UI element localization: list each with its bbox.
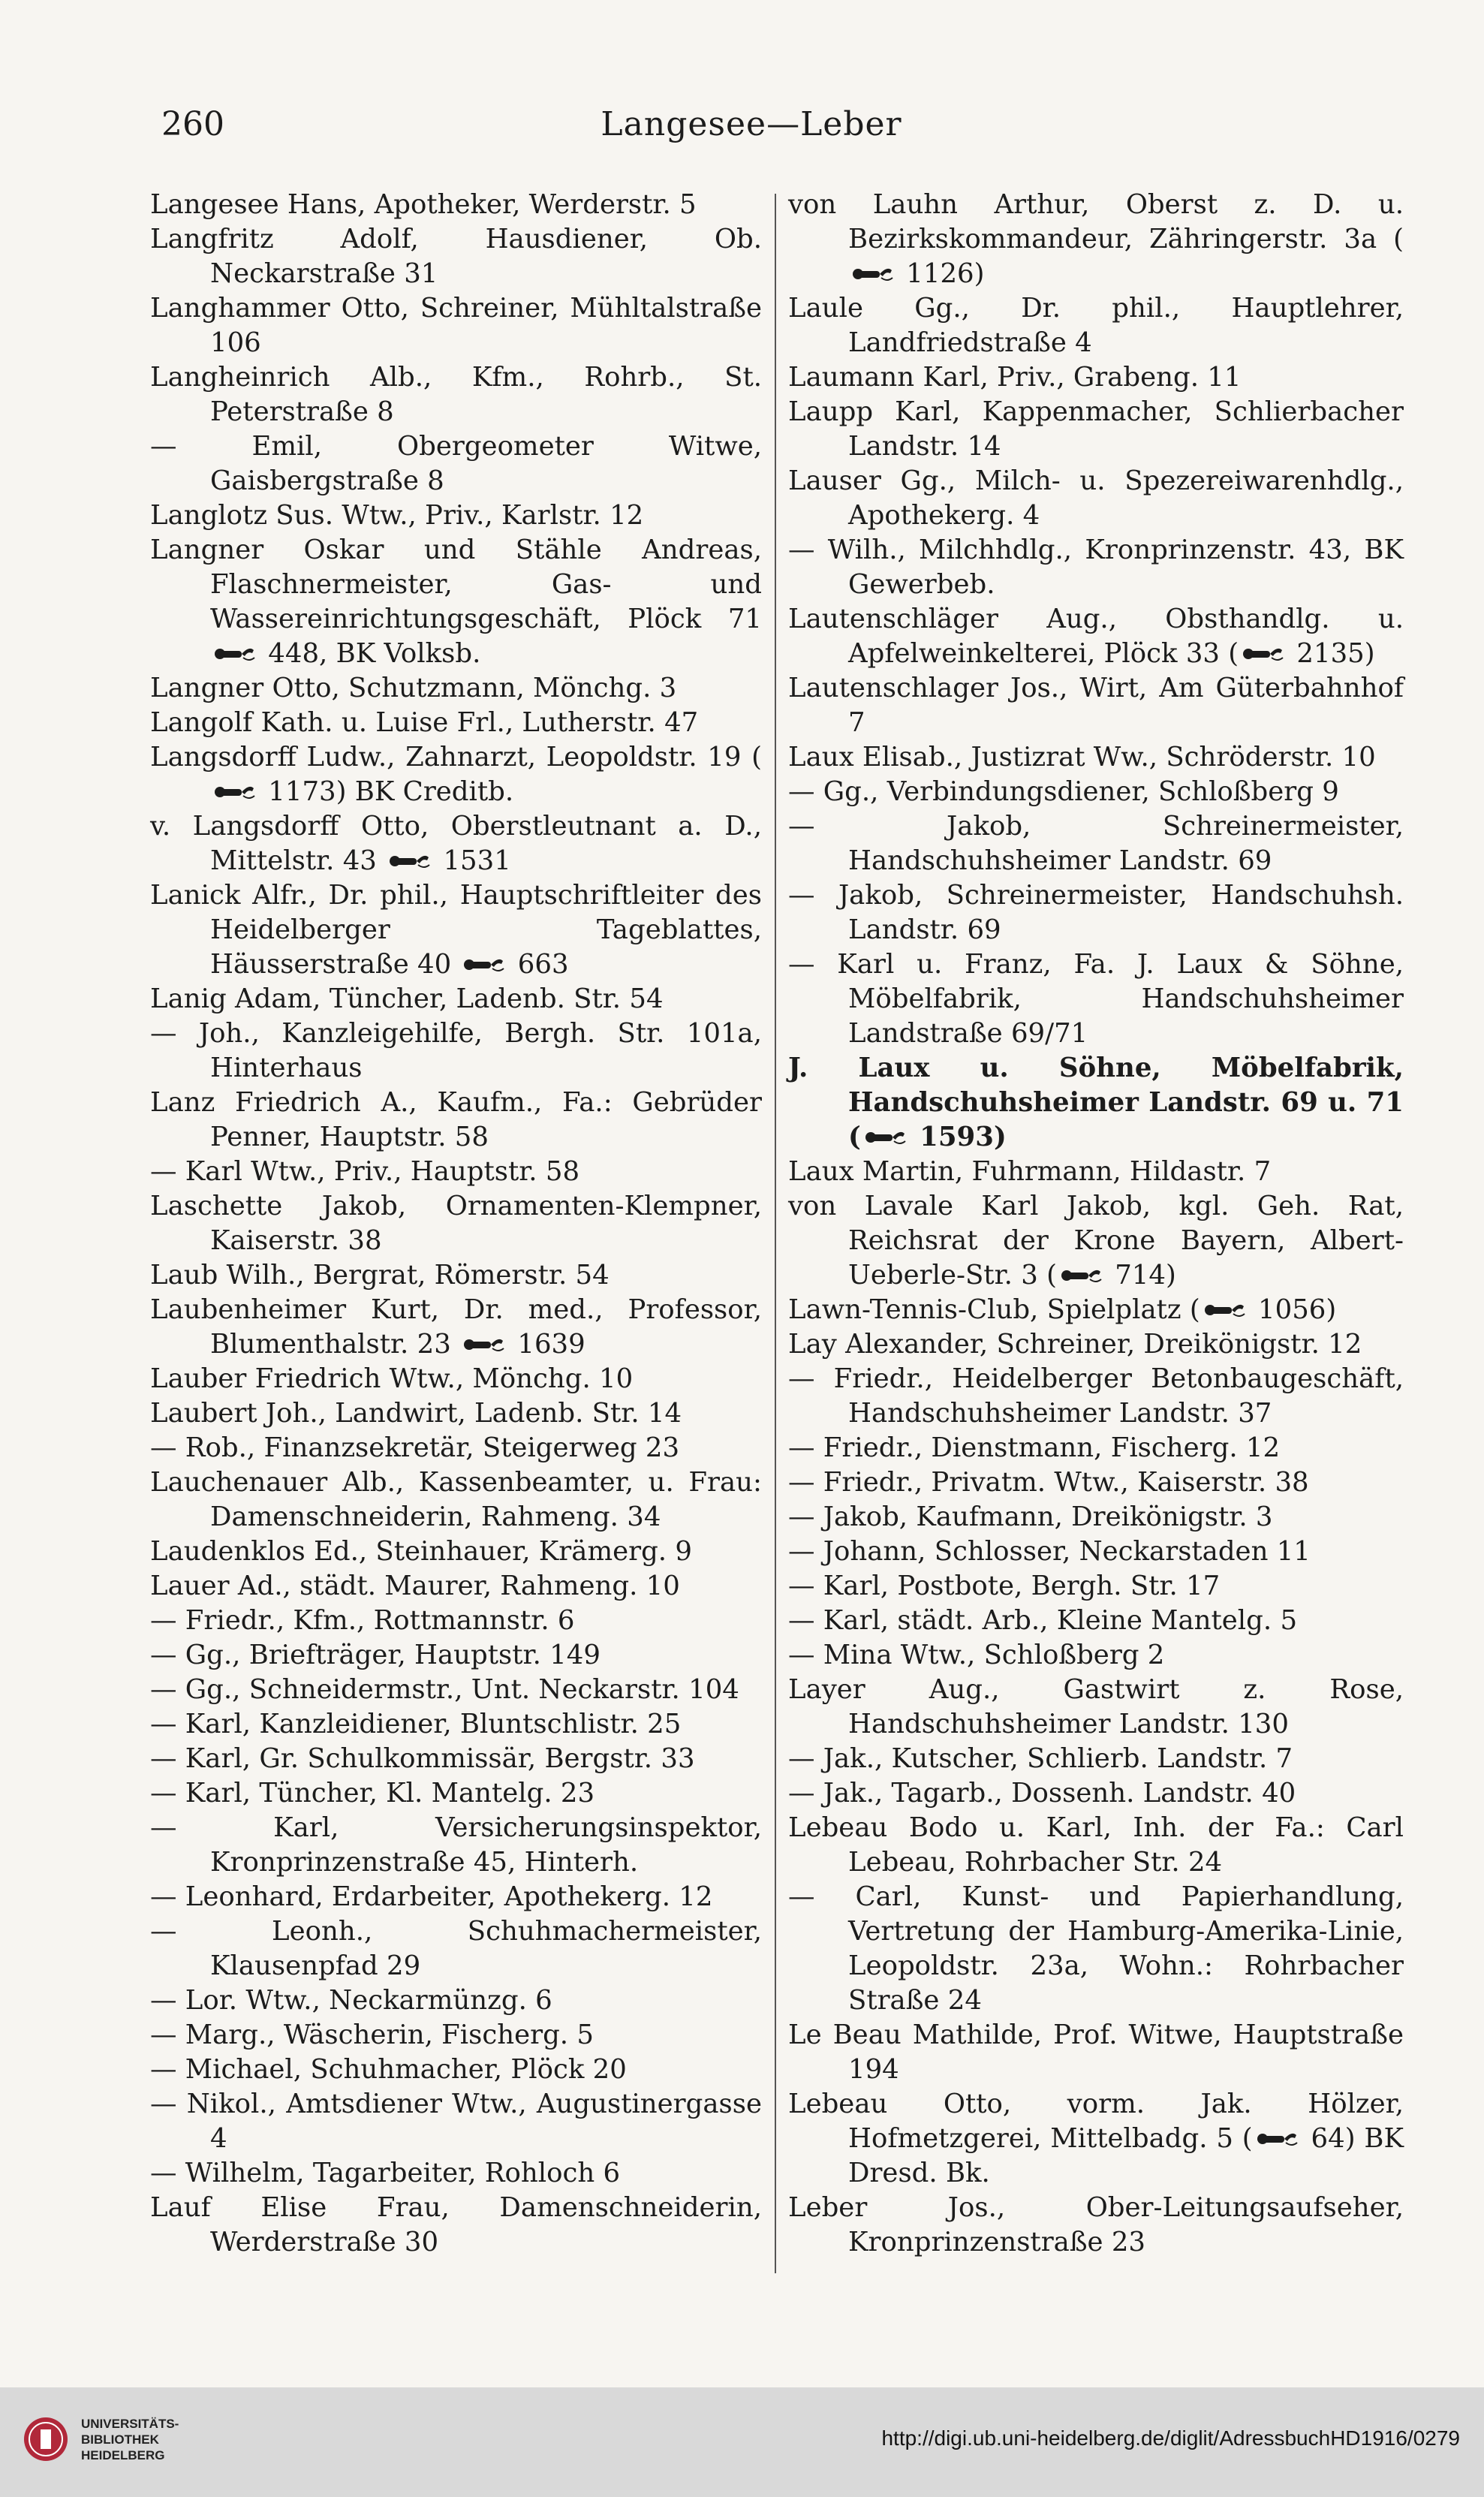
directory-entry: — Friedr., Dienstmann, Fischerg. 12 [788, 1432, 1281, 1463]
directory-entry: Laupp Karl, Kappenmacher, Schlierbacher Landstr. 14 [788, 396, 1404, 462]
directory-entry: Layer Aug., Gastwirt z. Rose, Handschuhsheimer Landstr. 130 [788, 1674, 1404, 1739]
directory-entry: — Johann, Schlosser, Neckarstaden 11 [788, 1536, 1311, 1567]
telephone-icon [462, 1335, 506, 1354]
directory-entry: Laubenheimer Kurt, Dr. med., Professor, Blumenthalstr. 23 1639 [150, 1294, 762, 1360]
directory-entry: von Lavale Karl Jakob, kgl. Geh. Rat, Reichsrat der Krone Bayern, Albert-Ueberle-Str. 3 ( 714) [788, 1191, 1404, 1291]
directory-entry: — Mina Wtw., Schloßberg 2 [788, 1640, 1165, 1670]
directory-entry: — Karl, städt. Arb., Kleine Mantelg. 5 [788, 1605, 1298, 1636]
right-column [788, 188, 1404, 2290]
directory-entry: — Rob., Finanzsekretär, Steigerweg 23 [150, 1432, 680, 1463]
directory-entry: Lautenschläger Aug., Obsthandlg. u. Apfelweinkelterei, Plöck 33 ( 2135) [788, 604, 1404, 669]
running-title: Langesee—Leber [601, 105, 902, 143]
telephone-icon [462, 955, 506, 974]
directory-entry: — Karl, Tüncher, Kl. Mantelg. 23 [150, 1778, 595, 1809]
directory-entry: Laumann Karl, Priv., Grabeng. 11 [788, 362, 1242, 393]
directory-entry: — Jak., Kutscher, Schlierb. Landstr. 7 [788, 1743, 1293, 1774]
directory-entry: Langner Otto, Schutzmann, Mönchg. 3 [150, 673, 677, 703]
directory-entry: Langolf Kath. u. Luise Frl., Lutherstr. 47 [150, 707, 699, 738]
directory-entry: Lanick Alfr., Dr. phil., Hauptschriftleiter des Heidelberger Tageblattes, Häusserstraße 40 663 [150, 880, 762, 980]
footer-bar [0, 2387, 1484, 2497]
directory-entry: — Wilhelm, Tagarbeiter, Rohloch 6 [150, 2158, 621, 2188]
directory-entry: — Karl, Kanzleidiener, Bluntschlistr. 25 [150, 1709, 682, 1739]
directory-entry: Laudenklos Ed., Steinhauer, Krämerg. 9 [150, 1536, 692, 1567]
library-logo-text [81, 2416, 246, 2463]
page-number: 260 [161, 105, 224, 143]
telephone-icon [1203, 1300, 1247, 1320]
directory-entry: Lay Alexander, Schreiner, Dreikönigstr. 12 [788, 1329, 1362, 1360]
left-column [150, 188, 762, 2290]
directory-entry: Lanz Friedrich A., Kaufm., Fa.: Gebrüder Penner, Hauptstr. 58 [150, 1087, 762, 1152]
directory-entry: Lautenschlager Jos., Wirt, Am Güterbahnhof 7 [788, 673, 1404, 738]
directory-entry: — Karl u. Franz, Fa. J. Laux & Söhne, Möbelfabrik, Handschuhsheimer Landstraße 69/71 [788, 949, 1404, 1049]
directory-entry: — Michael, Schuhmacher, Plöck 20 [150, 2054, 627, 2085]
directory-entry: — Jakob, Schreinermeister, Handschuhsh. Landstr. 69 [788, 880, 1404, 945]
directory-entry: Lauber Friedrich Wtw., Mönchg. 10 [150, 1363, 634, 1394]
directory-entry: Laux Elisab., Justizrat Ww., Schröderstr. 10 [788, 742, 1376, 773]
directory-entry: — Emil, Obergeometer Witwe, Gaisbergstraße 8 [150, 431, 762, 496]
directory-entry: Langner Oskar und Stähle Andreas, Flaschnermeister, Gas- und Wassereinrichtungsgeschäft, Plöck 71 448, BK Volksb. [150, 535, 762, 669]
directory-entry: — Gg., Schneidermstr., Unt. Neckarstr. 104 [150, 1674, 739, 1705]
directory-entry: Lauchenauer Alb., Kassenbeamter, u. Frau: Damenschneiderin, Rahmeng. 34 [150, 1467, 762, 1532]
directory-entry: Lebeau Otto, vorm. Jak. Hölzer, Hofmetzgerei, Mittelbadg. 5 ( 64) BK Dresd. Bk. [788, 2089, 1404, 2188]
telephone-icon [388, 851, 432, 871]
directory-entry: — Gg., Verbindungsdiener, Schloßberg 9 [788, 776, 1339, 807]
directory-entry: — Friedr., Kfm., Rottmannstr. 6 [150, 1605, 575, 1636]
directory-entry: — Friedr., Privatm. Wtw., Kaiserstr. 38 [788, 1467, 1309, 1498]
telephone-icon [864, 1128, 908, 1147]
directory-entry: Lawn-Tennis-Club, Spielplatz ( 1056) [788, 1294, 1337, 1325]
source-url-link[interactable]: http://digi.ub.uni-heidelberg.de/diglit/AdressbuchHD1916/0279 [881, 2426, 1460, 2450]
directory-entry: — Jakob, Schreinermeister, Handschuhsheimer Landstr. 69 [788, 811, 1404, 876]
directory-entry: Lanig Adam, Tüncher, Ladenb. Str. 54 [150, 983, 664, 1014]
directory-entry: Langsdorff Ludw., Zahnarzt, Leopoldstr. 19 ( 1173) BK Creditb. [150, 742, 762, 807]
directory-entry: — Marg., Wäscherin, Fischerg. 5 [150, 2020, 594, 2050]
university-seal-icon [23, 2416, 69, 2462]
directory-entry: Laux Martin, Fuhrmann, Hildastr. 7 [788, 1156, 1272, 1187]
directory-entry: — Joh., Kanzleigehilfe, Bergh. Str. 101a, Hinterhaus [150, 1018, 762, 1083]
telephone-icon [1242, 644, 1285, 664]
directory-entry: — Lor. Wtw., Neckarmünzg. 6 [150, 1985, 552, 2016]
directory-entry: — Wilh., Milchhdlg., Kronprinzenstr. 43, BK Gewerbeb. [788, 535, 1404, 600]
directory-entry: Lauf Elise Frau, Damenschneiderin, Werderstraße 30 [150, 2192, 762, 2258]
telephone-icon [851, 264, 895, 284]
directory-entry: Lauer Ad., städt. Maurer, Rahmeng. 10 [150, 1571, 680, 1601]
directory-entry: Langfritz Adolf, Hausdiener, Ob. Neckarstraße 31 [150, 224, 762, 289]
directory-entry: — Karl, Versicherungsinspektor, Kronprinzenstraße 45, Hinterh. [150, 1812, 762, 1878]
directory-entry: — Leonhard, Erdarbeiter, Apothekerg. 12 [150, 1881, 713, 1912]
directory-entry: Langesee Hans, Apotheker, Werderstr. 5 [150, 189, 697, 220]
directory-entry: Lebeau Bodo u. Karl, Inh. der Fa.: Carl Lebeau, Rohrbacher Str. 24 [788, 1812, 1404, 1878]
directory-entry: Le Beau Mathilde, Prof. Witwe, Hauptstraße 194 [788, 2020, 1404, 2085]
directory-entry: Laubert Joh., Landwirt, Ladenb. Str. 14 [150, 1398, 682, 1429]
column-divider [775, 194, 776, 2273]
directory-entry: J. Laux u. Söhne, Möbelfabrik, Handschuhsheimer Landstr. 69 u. 71 ( 1593) [788, 1053, 1404, 1152]
directory-entry: von Lauhn Arthur, Oberst z. D. u. Bezirkskommandeur, Zähringerstr. 3a ( 1126) [788, 189, 1404, 289]
telephone-icon [1256, 2129, 1299, 2149]
directory-entry: Laub Wilh., Bergrat, Römerstr. 54 [150, 1260, 610, 1291]
directory-entry: — Carl, Kunst- und Papierhandlung, Vertretung der Hamburg-Amerika-Linie, Leopoldstr. 23a, Wohn.: Rohrbacher Straße 24 [788, 1881, 1404, 2016]
directory-entry: Laule Gg., Dr. phil., Hauptlehrer, Landfriedstraße 4 [788, 293, 1404, 358]
telephone-icon [213, 782, 257, 802]
directory-entry: — Jakob, Kaufmann, Dreikönigstr. 3 [788, 1502, 1273, 1532]
telephone-icon [213, 644, 257, 664]
directory-entry: — Karl Wtw., Priv., Hauptstr. 58 [150, 1156, 580, 1187]
telephone-icon [1060, 1266, 1103, 1285]
directory-entry: — Karl, Postbote, Bergh. Str. 17 [788, 1571, 1221, 1601]
directory-entry: Leber Jos., Ober-Leitungsaufseher, Kronprinzenstraße 23 [788, 2192, 1404, 2258]
directory-entry: Langlotz Sus. Wtw., Priv., Karlstr. 12 [150, 500, 644, 531]
page-header [161, 105, 1341, 158]
logo-line: UNIVERSITÄTS- [81, 2417, 179, 2431]
directory-entry: Lauser Gg., Milch- u. Spezereiwarenhdlg., Apothekerg. 4 [788, 465, 1404, 531]
directory-entry: v. Langsdorff Otto, Oberstleutnant a. D., Mittelstr. 43 1531 [150, 811, 762, 876]
directory-entry: — Nikol., Amtsdiener Wtw., Augustinergasse 4 [150, 2089, 762, 2154]
directory-entry: — Jak., Tagarb., Dossenh. Landstr. 40 [788, 1778, 1296, 1809]
directory-entry: — Karl, Gr. Schulkommissär, Bergstr. 33 [150, 1743, 695, 1774]
directory-entry: — Friedr., Heidelberger Betonbaugeschäft, Handschuhsheimer Landstr. 37 [788, 1363, 1404, 1429]
directory-entry: — Leonh., Schuhmachermeister, Klausenpfad 29 [150, 1916, 762, 1981]
directory-entry: Langheinrich Alb., Kfm., Rohrb., St. Peterstraße 8 [150, 362, 762, 427]
directory-entry: Langhammer Otto, Schreiner, Mühltalstraße 106 [150, 293, 762, 358]
directory-entry: — Gg., Briefträger, Hauptstr. 149 [150, 1640, 601, 1670]
directory-entry: Laschette Jakob, Ornamenten-Klempner, Kaiserstr. 38 [150, 1191, 762, 1256]
logo-line: BIBLIOTHEK [81, 2432, 159, 2447]
logo-line: HEIDELBERG [81, 2448, 165, 2462]
